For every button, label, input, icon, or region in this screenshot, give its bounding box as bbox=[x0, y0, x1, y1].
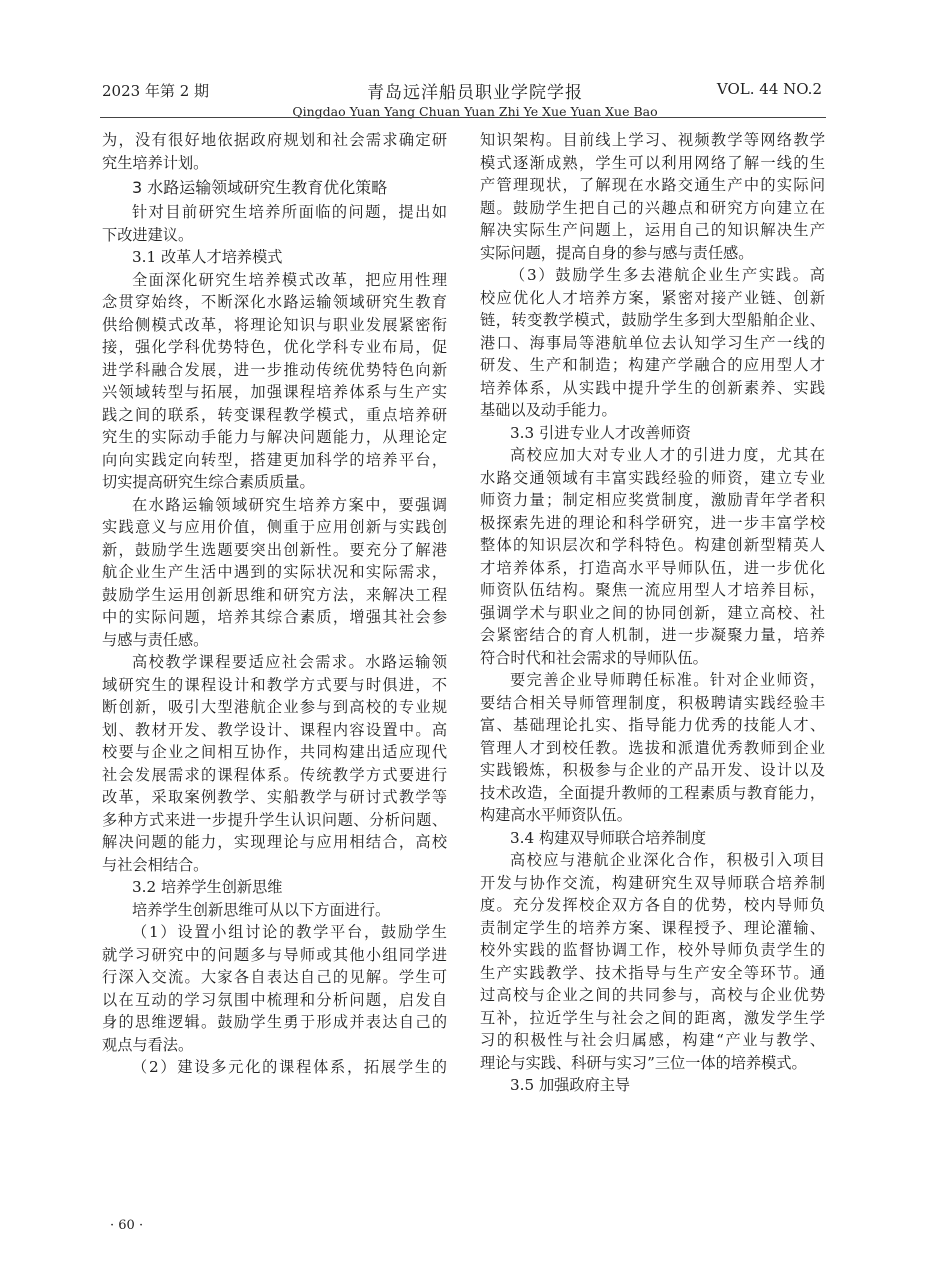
text-line: 兴领域转型与拓展，加强课程培养体系与生产实 bbox=[102, 383, 447, 401]
text-line: 身的思维逻辑。鼓励学生勇于形成并表达自己的 bbox=[102, 1013, 447, 1031]
text-line: 高校应与港航企业深化合作，积极引入项目 bbox=[510, 851, 825, 869]
text-line: 水路交通领域有丰富实践经验的师资，建立专业 bbox=[480, 468, 825, 487]
header-rule bbox=[100, 117, 826, 118]
text-line: 在水路运输领域研究生培养方案中，要强调 bbox=[132, 495, 447, 514]
text-line: （3）鼓励学生多去港航企业生产实践。高 bbox=[510, 266, 825, 284]
text-line: 题。鼓励学生把自己的兴趣点和研究方向建立在 bbox=[480, 198, 825, 217]
section-heading: 3 水路运输领域研究生教育优化策略 bbox=[132, 178, 388, 197]
text-line: 产管理现状，了解现在水路交通生产中的实际问 bbox=[480, 176, 825, 194]
text-line: 切实提高研究生综合素质质量。 bbox=[102, 473, 315, 491]
text-line: 接，强化学科优势特色，优化学科专业布局，促 bbox=[102, 338, 447, 356]
text-line: 整体的知识层次和学科特色。构建创新型精英人 bbox=[480, 536, 825, 554]
journal-title-cn: 青岛远洋船员职业学院学报 bbox=[367, 83, 583, 103]
text-line: 港口、海事局等港航单位去认知学习生产一线的 bbox=[480, 333, 825, 352]
text-line: 航企业生产生活中遇到的实际状况和实际需求， bbox=[102, 563, 447, 581]
text-line: 管理人才到校任教。选拔和派遣优秀教师到企业 bbox=[480, 738, 825, 757]
text-line: 校要与企业之间相互协作，共同构建出适应现代 bbox=[102, 743, 447, 761]
text-line: 究生的实际动手能力与解决问题能力，从理论定 bbox=[102, 428, 447, 446]
text-line: 理论与实践、科研与实习”三位一体的培养模式。 bbox=[480, 1053, 807, 1072]
text-line: 社会发展需求的课程体系。传统教学方式要进行 bbox=[102, 765, 447, 784]
text-line: 新，鼓励学生选题要突出创新性。要充分了解港 bbox=[102, 540, 447, 559]
text-line: 为，没有很好地依据政府规划和社会需求确定研 bbox=[102, 131, 447, 149]
text-line: 开发与协作交流，构建研究生双导师联合培养制 bbox=[480, 873, 825, 892]
section-heading: 3.5 加强政府主导 bbox=[510, 1076, 631, 1094]
text-line: 培养体系，从实践中提升学生的创新素养、实践 bbox=[480, 378, 825, 397]
text-line: 究生培养计划。 bbox=[102, 153, 209, 172]
text-line: 会紧密结合的育人机制，进一步凝聚力量，培养 bbox=[480, 626, 825, 644]
text-line: 念贯穿始终，不断深化水路运输领域研究生教育 bbox=[102, 293, 447, 311]
text-line: 以在互动的学习氛围中梳理和分析问题，启发自 bbox=[102, 990, 447, 1009]
text-line: 责制定学生的培养方案、课程授予、理论灌输、 bbox=[480, 918, 825, 937]
text-line: 高校教学课程要适应社会需求。水路运输领 bbox=[132, 653, 447, 671]
text-line: 模式逐渐成熟，学生可以利用网络了解一线的生 bbox=[480, 153, 825, 172]
text-line: 师资队伍结构。聚焦一流应用型人才培养目标， bbox=[480, 581, 825, 599]
volume-label: VOL. 44 NO.2 bbox=[716, 80, 822, 98]
text-line: 符合时代和社会需求的导师队伍。 bbox=[480, 648, 708, 667]
text-line: 多种方式来进一步提升学生认识问题、分析问题、 bbox=[102, 810, 447, 829]
section-heading: 3.3 引进专业人才改善师资 bbox=[510, 423, 691, 442]
text-line: 就学习研究中的问题多与导师或其他小组同学进 bbox=[102, 945, 447, 964]
text-line: 校外实践的监督协调工作，校外导师负责学生的 bbox=[480, 941, 825, 959]
text-line: 技术改造，全面提升教师的工程素质与教育能力， bbox=[480, 783, 825, 802]
section-heading: 培养学生创新思维可从以下方面进行。 bbox=[132, 900, 391, 919]
text-line: （2）建设多元化的课程体系，拓展学生的 bbox=[132, 1058, 447, 1076]
text-line: 知识架构。目前线上学习、视频教学等网络教学 bbox=[480, 131, 825, 149]
text-line: 极探索先进的理论和科学研究，进一步丰富学校 bbox=[480, 513, 825, 532]
text-line: 强调学术与职业之间的协同创新，建立高校、社 bbox=[480, 603, 825, 622]
text-line: 基础以及动手能力。 bbox=[480, 401, 617, 419]
text-line: 向向实践定向转型，搭建更加科学的培养平台， bbox=[102, 450, 447, 469]
text-line: 中的实际问题，培养其综合素质，增强其社会参 bbox=[102, 608, 447, 626]
text-line: 解决问题的能力，实现理论与应用相结合，高校 bbox=[102, 833, 447, 851]
page-header bbox=[0, 0, 950, 118]
text-line: 构建高水平师资队伍。 bbox=[480, 806, 632, 824]
text-line: 要完善企业导师聘任标准。针对企业师资， bbox=[510, 671, 825, 689]
text-line: 改革，采取案例教学、实船教学与研讨式教学等 bbox=[102, 788, 447, 806]
text-line: 全面深化研究生培养模式改革，把应用性理 bbox=[132, 270, 447, 289]
text-line: 高校应加大对专业人才的引进力度，尤其在 bbox=[510, 446, 825, 464]
text-line: 链，转变教学模式，鼓励学生多到大型船舶企业、 bbox=[480, 311, 825, 329]
text-line: 域研究生的课程设计和教学方式要与时俱进，不 bbox=[102, 675, 447, 694]
text-line: 习的积极性与社会归属感，构建“产业与教学、 bbox=[480, 1031, 825, 1049]
text-line: 践之间的联系，转变课程教学模式，重点培养研 bbox=[102, 405, 447, 424]
section-heading: 3.1 改革人才培养模式 bbox=[132, 248, 283, 266]
text-line: 鼓励学生运用创新思维和研究方法，来解决工程 bbox=[102, 585, 447, 604]
text-line: 针对目前研究生培养所面临的问题，提出如 bbox=[132, 203, 447, 221]
journal-title-en: Qingdao Yuan Yang Chuan Yuan Zhi Ye Xue Yuan Xue Bao bbox=[292, 104, 658, 119]
text-line: 度。充分发挥校企双方各自的优势，校内导师负 bbox=[480, 896, 825, 914]
text-line: 断创新，吸引大型港航企业参与到高校的专业规 bbox=[102, 698, 447, 716]
text-line: 与感与责任感。 bbox=[102, 630, 209, 649]
text-line: 实践锻炼，积极参与企业的产品开发、设计以及 bbox=[480, 761, 825, 779]
text-line: 互补，拉近学生与社会之间的距离，激发学生学 bbox=[480, 1008, 825, 1027]
text-line: 供给侧模式改革，将理论知识与职业发展紧密衔 bbox=[102, 315, 447, 334]
text-line: 实际问题，提高自身的参与感与责任感。 bbox=[480, 243, 754, 262]
text-line: 富、基础理论扎实、指导能力优秀的技能人才、 bbox=[480, 716, 825, 734]
text-line: （1）设置小组讨论的教学平台，鼓励学生 bbox=[132, 923, 447, 941]
text-line: 进学科融合发展，进一步推动传统优势特色向新 bbox=[102, 360, 447, 379]
right-column bbox=[480, 129, 825, 1097]
section-heading: 3.2 培养学生创新思维 bbox=[132, 878, 283, 896]
text-line: 实践意义与应用价值，侧重于应用创新与实践创 bbox=[102, 518, 447, 536]
text-line: 划、教材开发、教学设计、课程内容设置中。高 bbox=[102, 720, 447, 739]
text-line: 要结合相关导师管理制度，积极聘请实践经验丰 bbox=[480, 693, 825, 712]
text-line: 过高校与企业之间的共同参与，高校与企业优势 bbox=[480, 986, 825, 1004]
text-line: 观点与看法。 bbox=[102, 1035, 194, 1054]
text-line: 解决实际生产问题上，运用自己的知识解决生产 bbox=[480, 221, 825, 239]
text-line: 校应优化人才培养方案，紧密对接产业链、创新 bbox=[480, 288, 825, 307]
text-line: 生产实践教学、技术指导与生产安全等环节。通 bbox=[480, 963, 825, 982]
left-column bbox=[102, 129, 447, 1079]
text-line: 师资力量；制定相应奖赏制度，激励青年学者积 bbox=[480, 491, 825, 509]
text-line: 研发、生产和制造；构建产学融合的应用型人才 bbox=[480, 356, 825, 374]
text-line: 与社会相结合。 bbox=[102, 855, 209, 874]
text-line: 下改进建议。 bbox=[102, 225, 194, 244]
page-number: · 60 · bbox=[110, 1218, 144, 1233]
section-heading: 3.4 构建双导师联合培养制度 bbox=[510, 828, 707, 847]
issue-label: 2023 年第 2 期 bbox=[102, 82, 210, 100]
text-line: 才培养体系，打造高水平导师队伍，进一步优化 bbox=[480, 558, 825, 577]
text-line: 行深入交流。大家各自表达自己的见解。学生可 bbox=[102, 968, 447, 986]
